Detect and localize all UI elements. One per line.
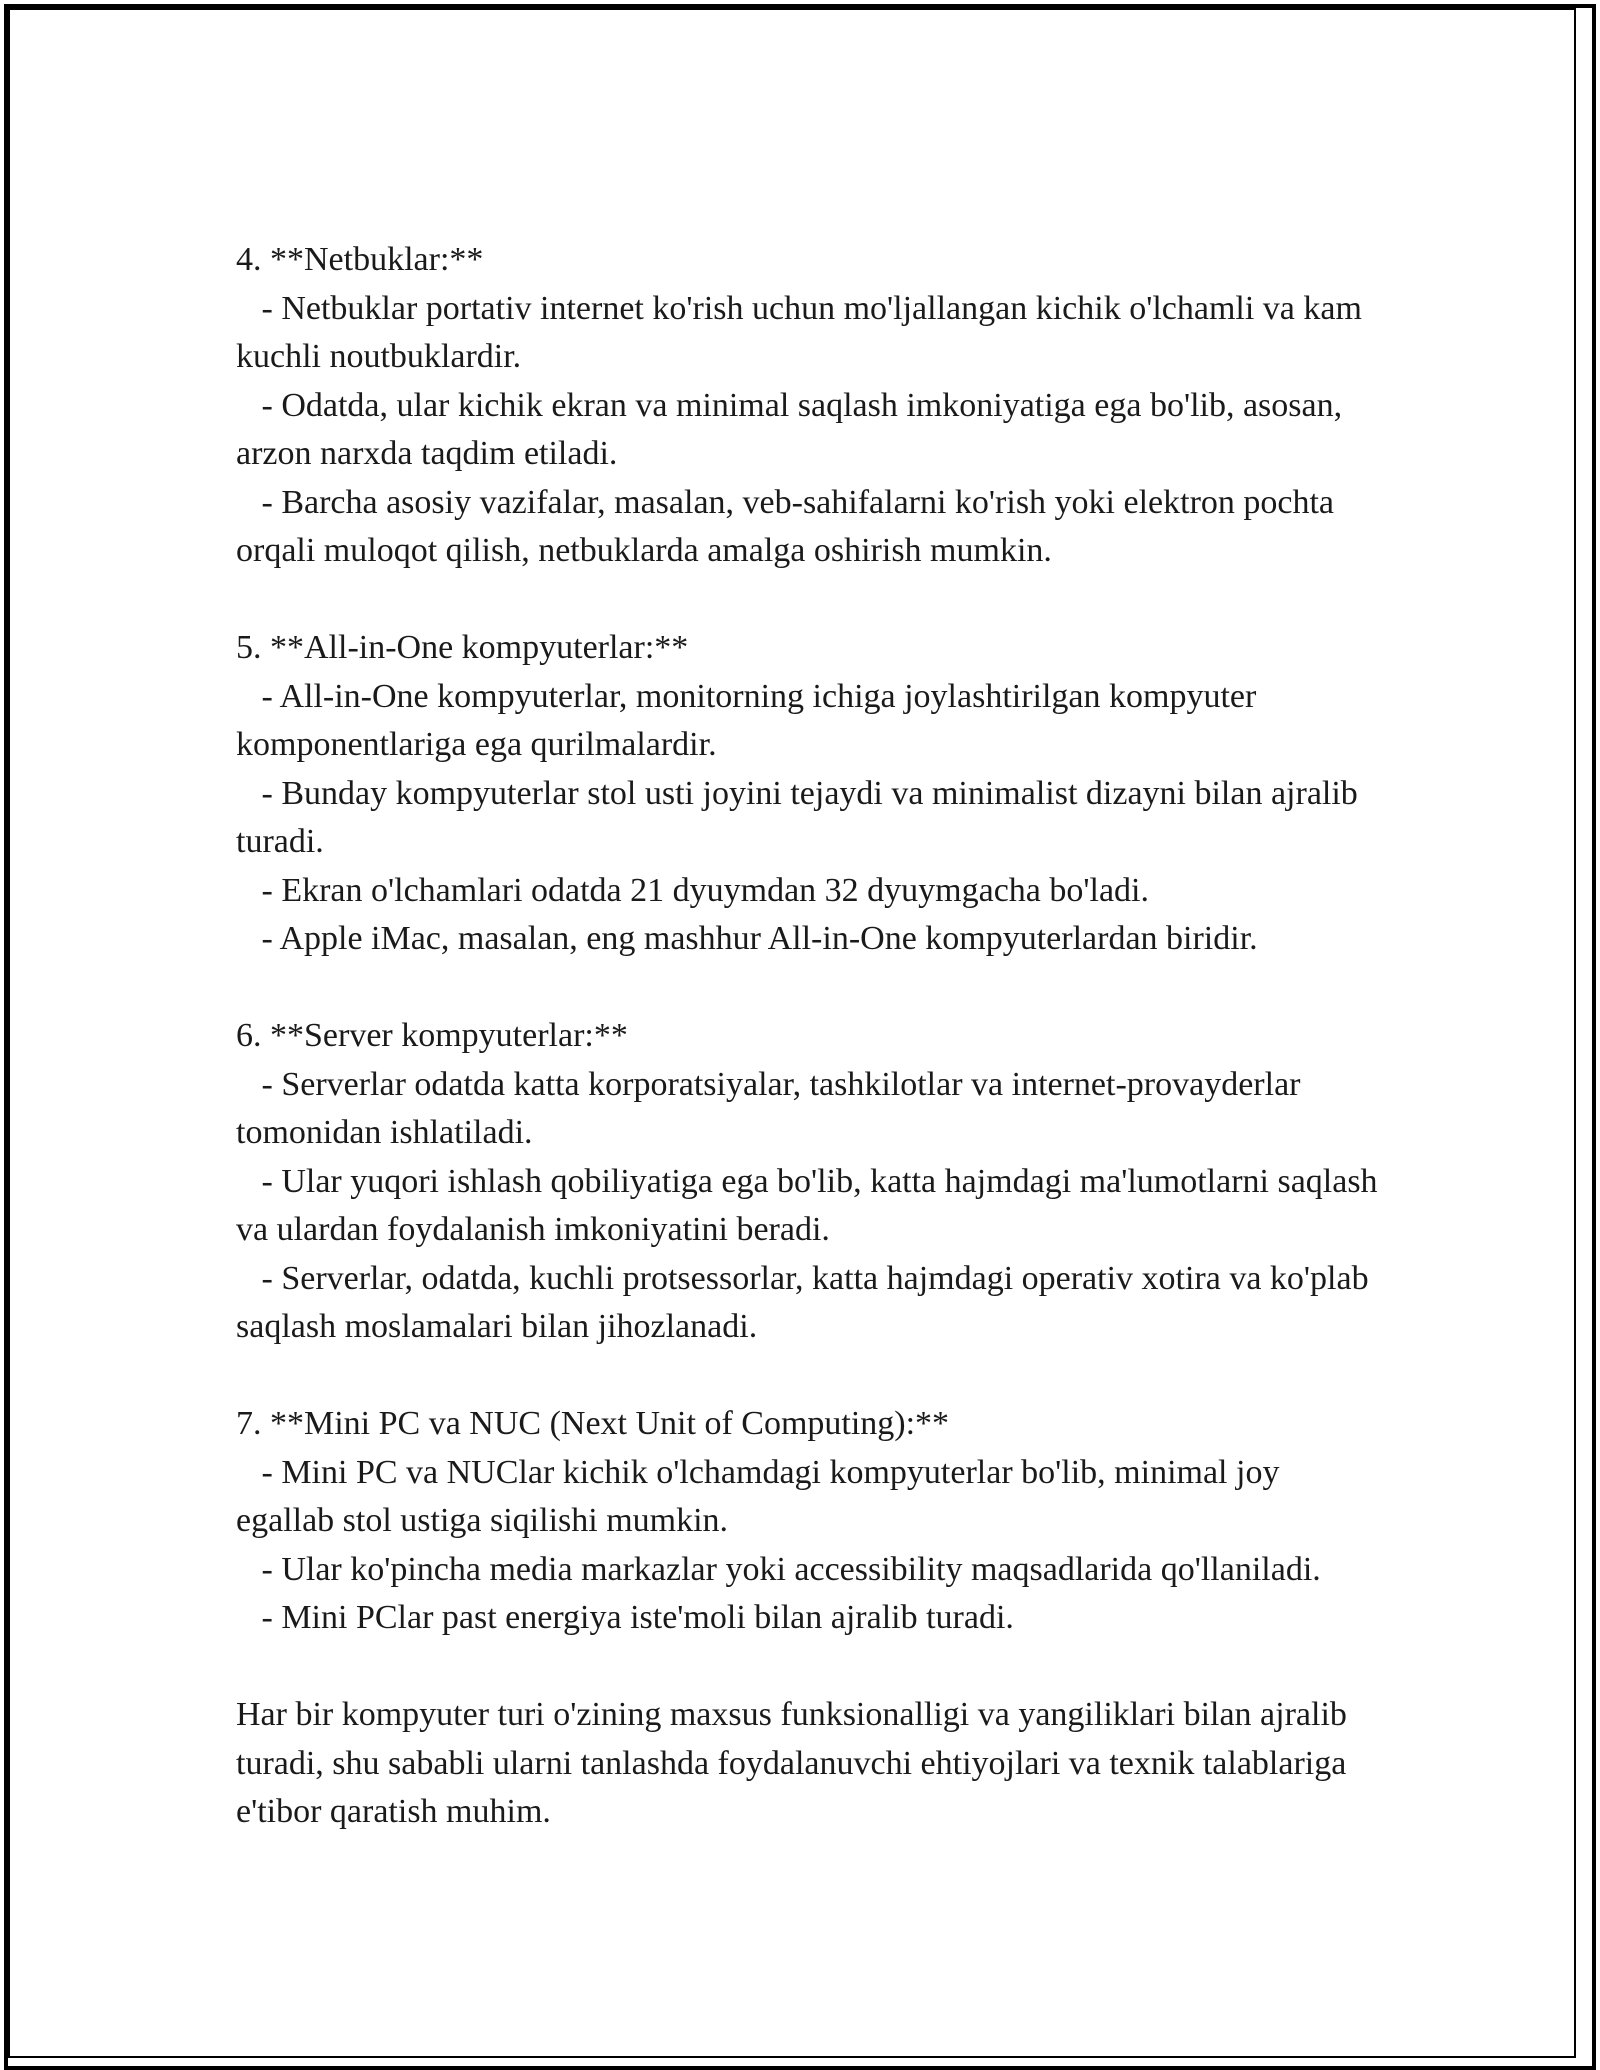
section-heading: 6. **Server kompyuterlar:** bbox=[236, 1017, 628, 1054]
document-body bbox=[236, 236, 1386, 1837]
bullet-item: - All-in-One kompyuterlar, monitorning ichiga joylashtirilgan kompyuter komponentlariga ega qurilmalardir. bbox=[236, 677, 1265, 763]
section-heading: 4. **Netbuklar:** bbox=[236, 241, 484, 278]
bullet-item: - Mini PC va NUClar kichik o'lchamdagi kompyuterlar bo'lib, minimal joy egallab stol ustiga siqilishi mumkin. bbox=[236, 1453, 1288, 1539]
bullet-item: - Apple iMac, masalan, eng mashhur All-in-One kompyuterlardan biridir. bbox=[236, 920, 1258, 957]
bullet-item: - Mini PClar past energiya iste'moli bilan ajralib turadi. bbox=[236, 1599, 1014, 1636]
section-server bbox=[236, 1012, 1386, 1352]
bullet-item: - Ekran o'lchamlari odatda 21 dyuymdan 32 dyuymgacha bo'ladi. bbox=[236, 871, 1150, 909]
bullet-item: - Ular yuqori ishlash qobiliyatiga ega bo'lib, katta hajmdagi ma'lumotlarni saqlash va ulardan foydalanish imkoniyatini beradi. bbox=[236, 1162, 1387, 1248]
section-netbuklar bbox=[236, 236, 1386, 576]
section-all-in-one bbox=[236, 624, 1386, 964]
bullet-item: - Serverlar odatda katta korporatsiyalar, tashkilotlar va internet-provayderlar tomonidan ishlatiladi. bbox=[236, 1065, 1309, 1151]
section-mini-pc bbox=[236, 1400, 1386, 1643]
section-heading: 5. **All-in-One kompyuterlar:** bbox=[236, 629, 689, 666]
bullet-item: - Serverlar, odatda, kuchli protsessorlar, katta hajmdagi operativ xotira va ko'plab saqlash moslamalari bilan jihozlanadi. bbox=[236, 1259, 1378, 1345]
section-heading: 7. **Mini PC va NUC (Next Unit of Computing):** bbox=[236, 1405, 950, 1442]
closing-paragraph: Har bir kompyuter turi o'zining maxsus funksionalligi va yangiliklari bilan ajralib turadi, shu sababli ularni tanlashda foydalanuvchi ehtiyojlari va texnik talablariga e'tibor qaratish muhim. bbox=[236, 1696, 1347, 1830]
bullet-item: - Barcha asosiy vazifalar, masalan, veb-sahifalarni ko'rish yoki elektron pochta orqali muloqot qilish, netbuklarda amalga oshirish mumkin. bbox=[236, 483, 1343, 569]
bullet-item: - Odatda, ular kichik ekran va minimal saqlash imkoniyatiga ega bo'lib, asosan, arzon narxda taqdim etiladi. bbox=[236, 386, 1351, 472]
bullet-item: - Netbuklar portativ internet ko'rish uchun mo'ljallangan kichik o'lchamli va kam kuchli noutbuklardir. bbox=[236, 289, 1371, 375]
bullet-item: - Bunday kompyuterlar stol usti joyini tejaydi va minimalist dizayni bilan ajralib turadi. bbox=[236, 774, 1367, 860]
bullet-item: - Ular ko'pincha media markazlar yoki accessibility maqsadlarida qo'llaniladi. bbox=[236, 1550, 1321, 1588]
